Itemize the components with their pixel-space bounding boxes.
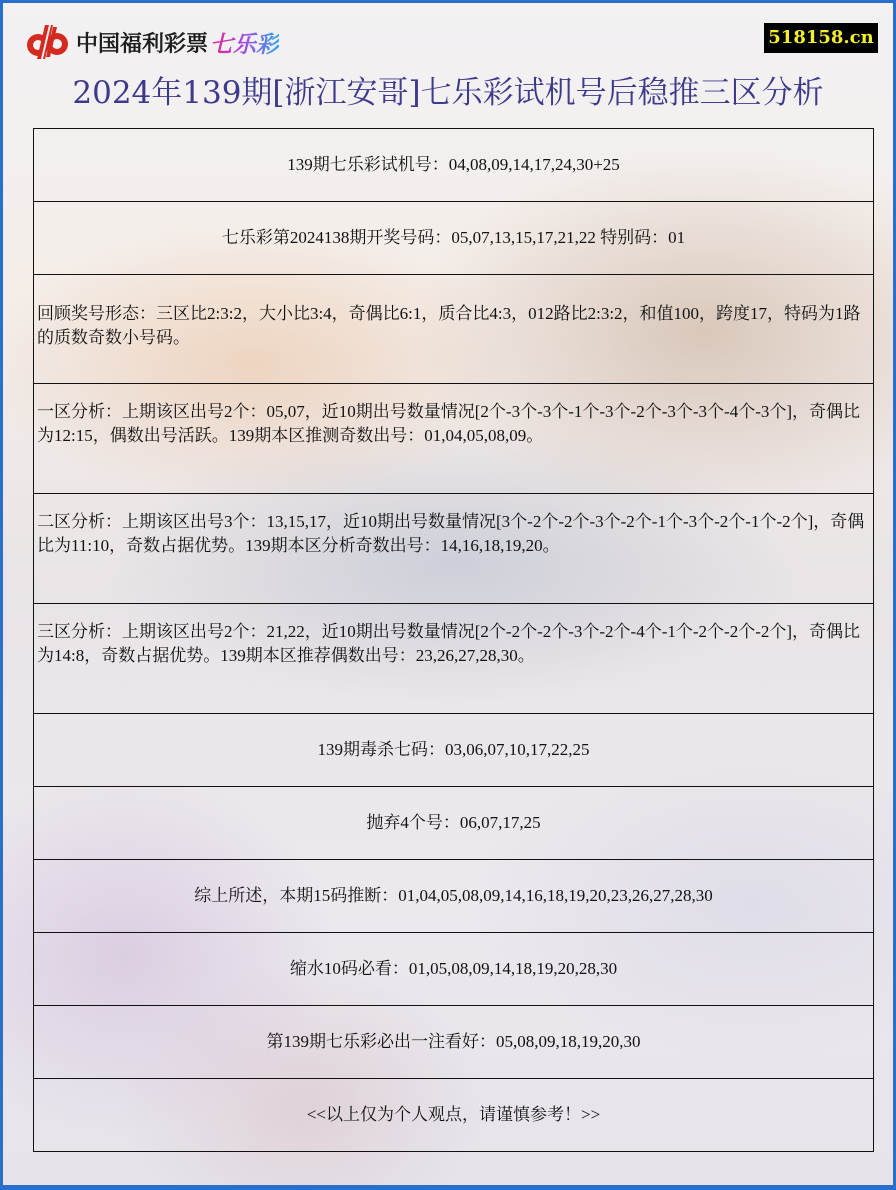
lottery-logo	[23, 23, 279, 61]
kill-seven-cell: 139期毒杀七码：03,06,07,10,17,22,25	[34, 714, 874, 787]
test-number-cell: 139期七乐彩试机号：04,08,09,14,17,24,30+25	[34, 129, 874, 202]
table-row	[34, 787, 874, 860]
table-row	[34, 604, 874, 714]
ten-codes-cell: 缩水10码必看：01,05,08,09,14,18,19,20,28,30	[34, 933, 874, 1006]
table-row	[34, 129, 874, 202]
analysis-table	[33, 128, 874, 1152]
welfare-lottery-logo-icon	[23, 23, 73, 61]
discard-four-cell: 抛弃4个号：06,07,17,25	[34, 787, 874, 860]
table-row	[34, 714, 874, 787]
zone3-cell	[34, 604, 874, 714]
zone3-text: 三区分析：上期该区出号2个：21,22，近10期出号数量情况[2个-2个-2个-3个-2个-4个-1个-2个-2个-2个]，奇偶比为14:8，奇数占据优势。139期本区推荐偶数出号：23,26,27,28,30。	[37, 622, 861, 665]
table-row	[34, 275, 874, 384]
fifteen-codes-cell: 综上所述，本期15码推断：01,04,05,08,09,14,16,18,19,20,23,26,27,28,30	[34, 860, 874, 933]
logo-brand: 七乐彩	[210, 26, 279, 59]
zone2-cell	[34, 494, 874, 604]
page-title: 2024年139期[浙江安哥]七乐彩试机号后稳推三区分析	[72, 75, 824, 111]
review-text: 回顾奖号形态：三区比2:3:2，大小比3:4，奇偶比6:1，质合比4:3，012路比2:3:2，和值100，跨度17，特码为1路的质数奇数小号码。	[37, 304, 861, 347]
table-row	[34, 384, 874, 494]
table-row	[34, 202, 874, 275]
review-cell	[34, 275, 874, 384]
table-row	[34, 494, 874, 604]
table-row	[34, 860, 874, 933]
one-bet-cell: 第139期七乐彩必出一注看好：05,08,09,18,19,20,30	[34, 1006, 874, 1079]
table-row	[34, 1079, 874, 1152]
logo-text: 中国福利彩票	[76, 31, 209, 57]
table-row	[34, 933, 874, 1006]
last-draw-cell: 七乐彩第2024138期开奖号码：05,07,13,15,17,21,22 特别码：01	[34, 202, 874, 275]
disclaimer-cell: <<以上仅为个人观点，请谨慎参考！>>	[34, 1079, 874, 1152]
zone2-text: 二区分析：上期该区出号3个：13,15,17，近10期出号数量情况[3个-2个-2个-3个-2个-1个-3个-2个-1个-2个]，奇偶比为11:10，奇数占据优势。139期本区分析奇数出号：14,16,18,19,20。	[37, 512, 865, 555]
zone1-text: 一区分析：上期该区出号2个：05,07，近10期出号数量情况[2个-3个-3个-1个-3个-2个-3个-3个-4个-3个]，奇偶比为12:15，偶数出号活跃。139期本区推测奇数出号：01,04,05,08,09。	[37, 402, 861, 445]
table-row	[34, 1006, 874, 1079]
domain-badge[interactable]: 518158.cn	[764, 23, 878, 53]
zone1-cell	[34, 384, 874, 494]
